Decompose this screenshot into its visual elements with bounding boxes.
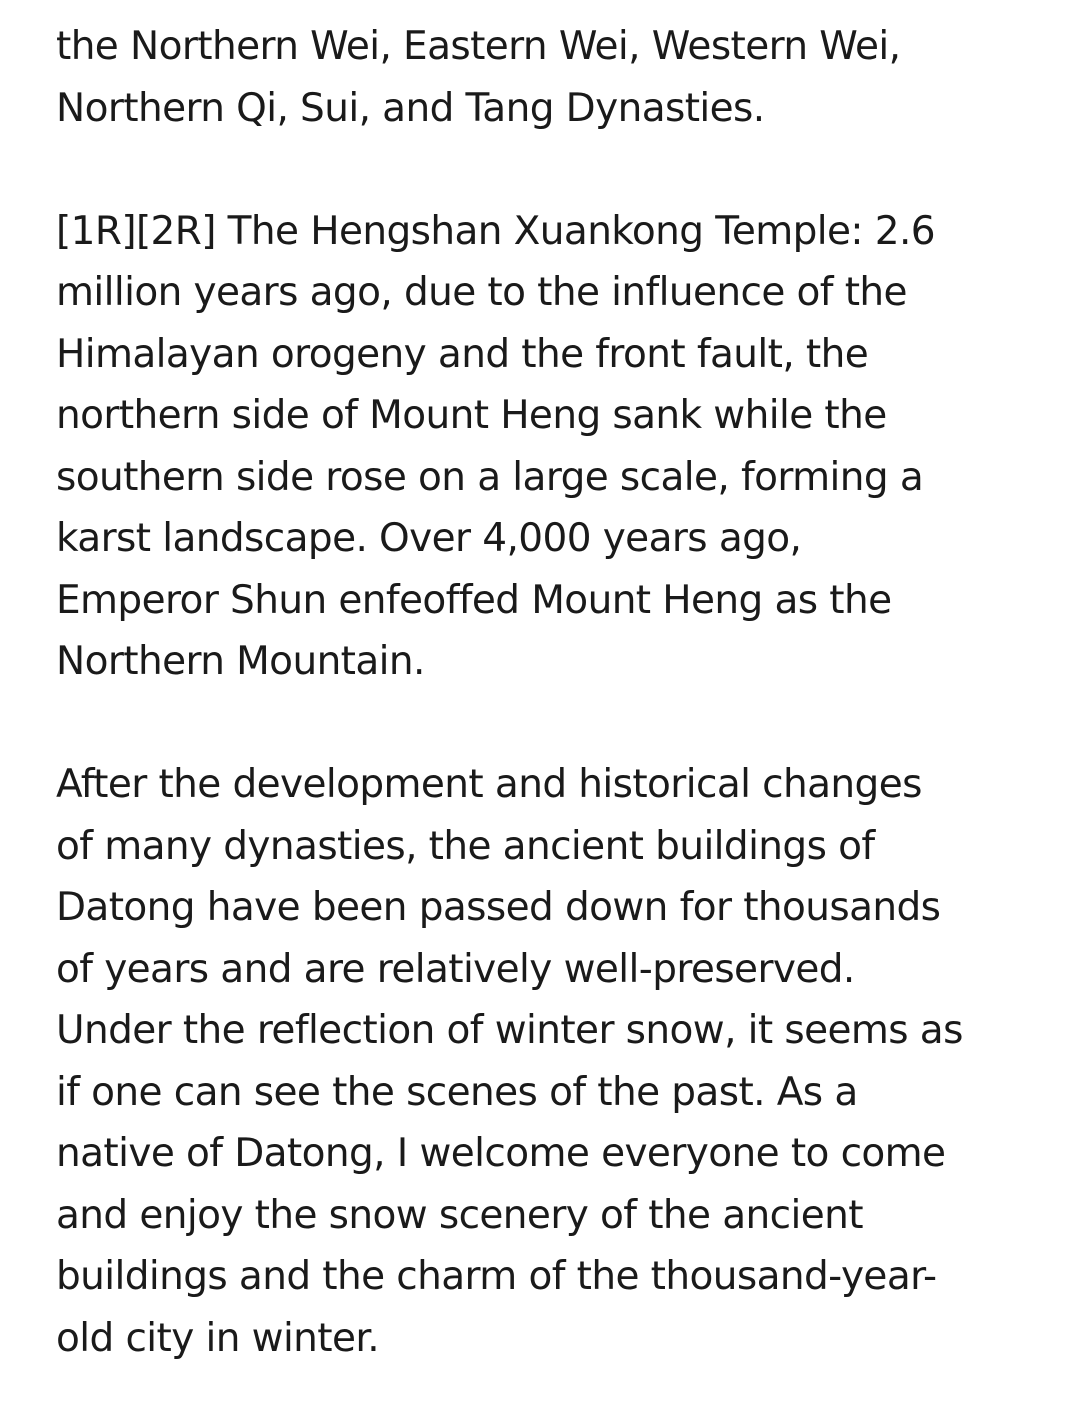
text-line: old city in winter.: [56, 1315, 380, 1361]
text-line: karst landscape. Over 4,000 years ago,: [56, 516, 802, 561]
paragraph-dynasties: [56, 16, 1056, 139]
paragraph-spacer: [56, 139, 1056, 201]
text-line: Himalayan orogeny and the front fault, the: [56, 331, 869, 377]
text-line: Under the reflection of winter snow, it seems as: [56, 1008, 963, 1053]
text-line: if one can see the scenes of the past. As a: [56, 1069, 858, 1115]
text-line: million years ago, due to the influence of the: [56, 270, 907, 315]
paragraph-datong-welcome: [56, 754, 1056, 1369]
text-line: Northern Qi, Sui, and Tang Dynasties.: [56, 85, 765, 131]
text-line: the Northern Wei, Eastern Wei, Western Wei,: [56, 24, 901, 69]
text-line: southern side rose on a large scale, forming a: [56, 454, 924, 500]
text-line: and enjoy the snow scenery of the ancient: [56, 1192, 863, 1238]
text-line: Emperor Shun enfeoffed Mount Heng as the: [56, 577, 892, 623]
text-line: of many dynasties, the ancient buildings of: [56, 823, 875, 869]
text-line: native of Datong, I welcome everyone to come: [56, 1131, 946, 1176]
text-line: of years and are relatively well-preserved.: [56, 946, 855, 992]
text-line: [1R][2R] The Hengshan Xuankong Temple: 2.6: [56, 208, 935, 254]
text-line: northern side of Mount Heng sank while the: [56, 393, 887, 438]
text-line: After the development and historical changes: [56, 762, 922, 807]
article-body: [56, 16, 1056, 1369]
paragraph-xuankong-temple: [56, 201, 1056, 693]
text-line: Northern Mountain.: [56, 639, 425, 684]
text-line: Datong have been passed down for thousands: [56, 885, 941, 930]
paragraph-spacer: [56, 693, 1056, 755]
text-line: buildings and the charm of the thousand-year-: [56, 1254, 937, 1299]
